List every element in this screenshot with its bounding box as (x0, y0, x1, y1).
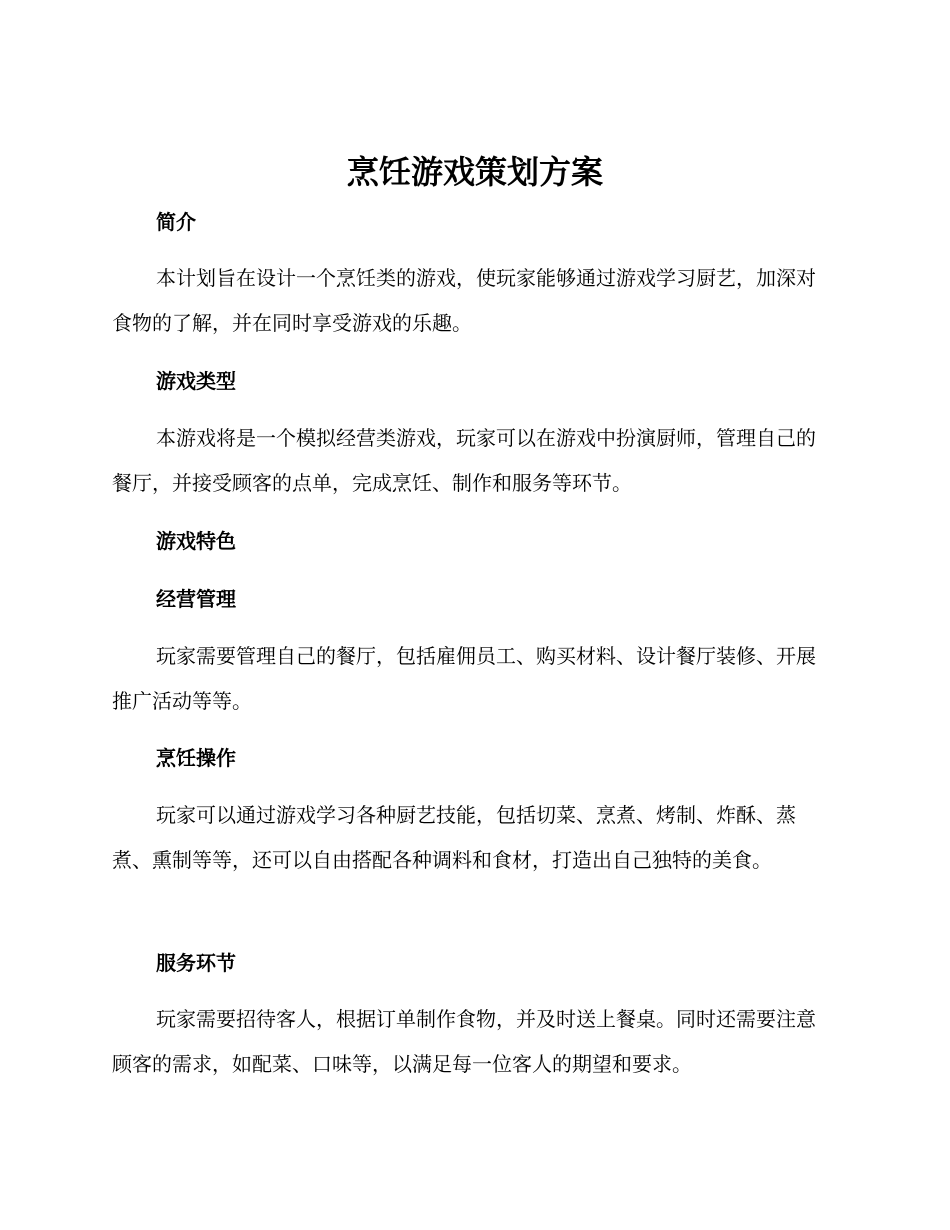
paragraph-intro: 本计划旨在设计一个烹饪类的游戏，使玩家能够通过游戏学习厨艺，加深对食物的了解，并在同时享受游戏的乐趣。 (112, 266, 816, 335)
section-heading-cooking: 烹饪操作 (156, 746, 236, 770)
paragraph-management: 玩家需要管理自己的餐厅，包括雇佣员工、购买材料、设计餐厅装修、开展推广活动等等。 (112, 644, 816, 713)
paragraph-service: 玩家需要招待客人，根据订单制作食物，并及时送上餐桌。同时还需要注意顾客的需求，如配菜、口味等，以满足每一位客人的期望和要求。 (112, 1007, 816, 1076)
section-heading-features: 游戏特色 (156, 529, 236, 553)
section-heading-management: 经营管理 (156, 587, 236, 611)
section-heading-service: 服务环节 (156, 951, 236, 975)
section-heading-intro: 简介 (156, 210, 196, 234)
section-heading-game-type: 游戏类型 (156, 369, 236, 393)
paragraph-cooking: 玩家可以通过游戏学习各种厨艺技能，包括切菜、烹煮、烤制、炸酥、蒸煮、熏制等等，还可以自由搭配各种调料和食材，打造出自己独特的美食。 (112, 803, 796, 872)
paragraph-game-type: 本游戏将是一个模拟经营类游戏，玩家可以在游戏中扮演厨师，管理自己的餐厅，并接受顾客的点单，完成烹饪、制作和服务等环节。 (112, 426, 816, 495)
document-title: 烹饪游戏策划方案 (346, 153, 603, 191)
